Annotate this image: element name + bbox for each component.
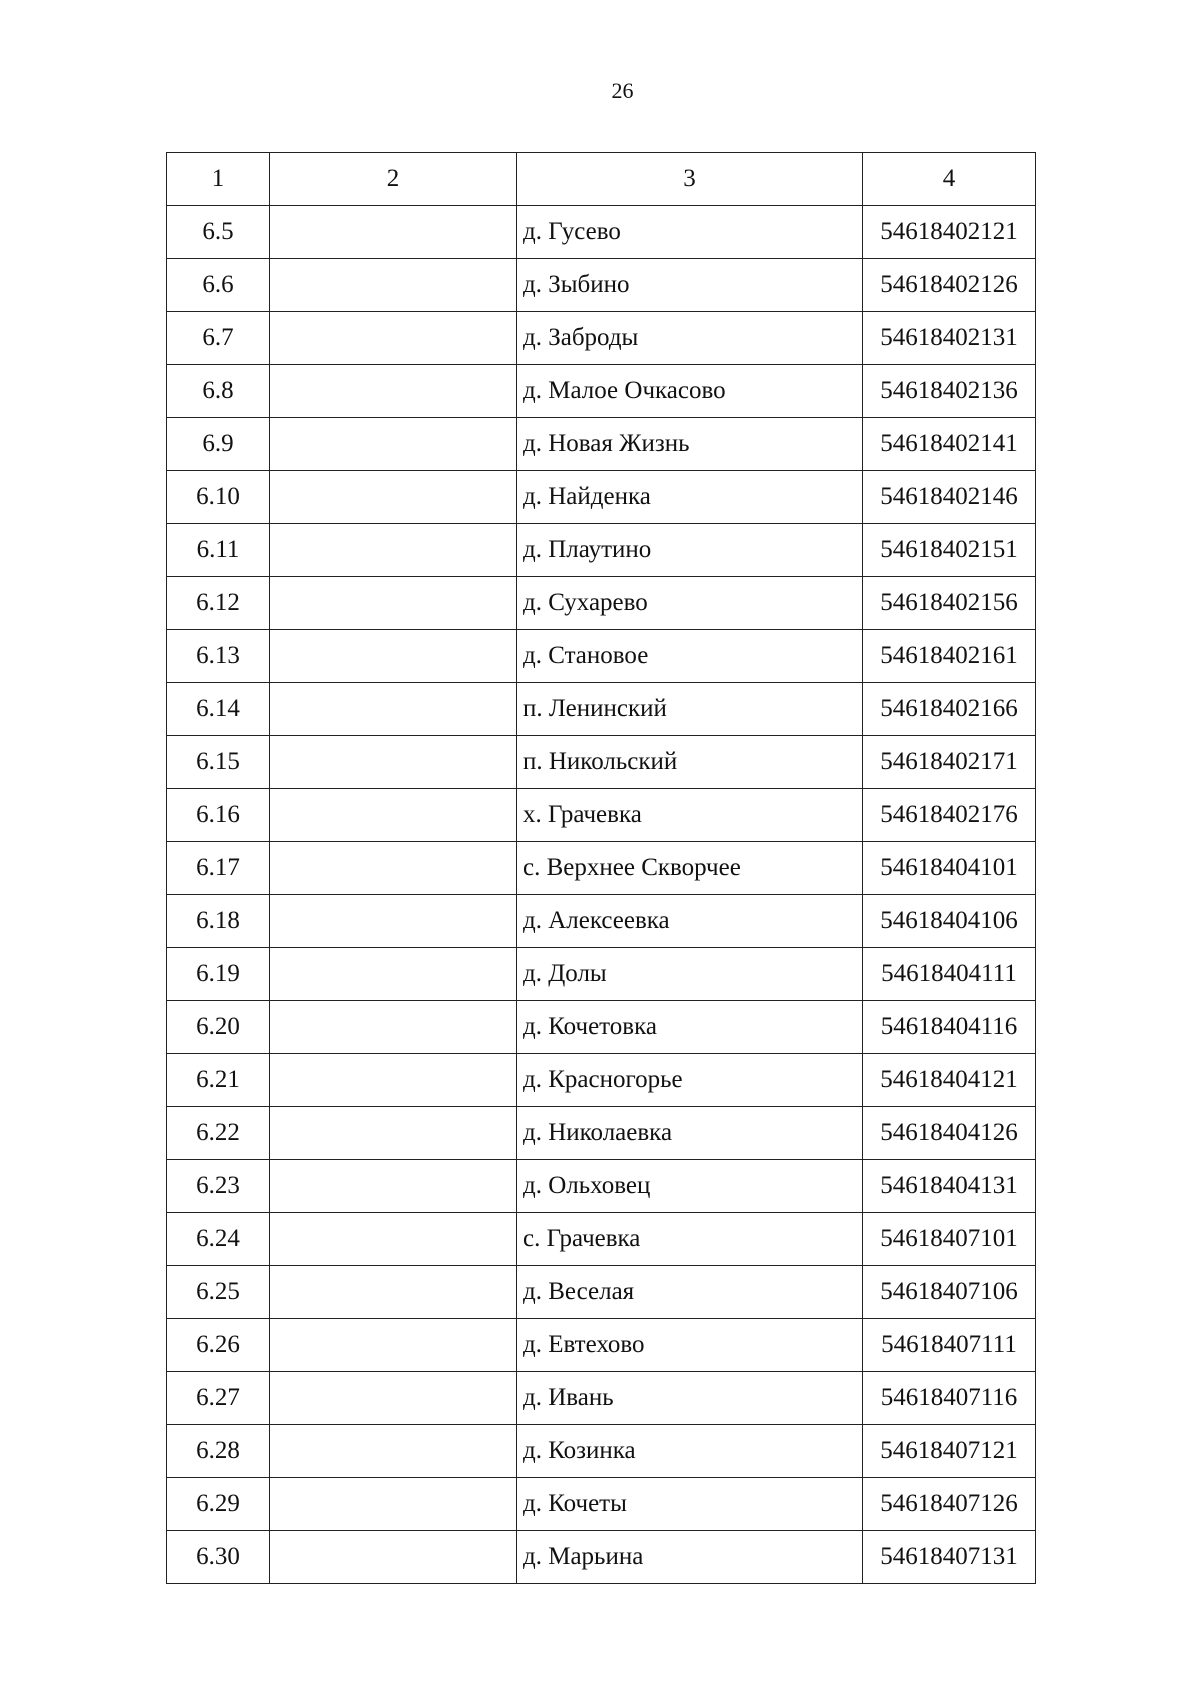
row-number: 6.16 (167, 789, 270, 842)
okato-code: 54618402136 (863, 365, 1036, 418)
row-col2 (270, 1425, 517, 1478)
settlement-name: д. Козинка (517, 1425, 863, 1478)
settlement-name: п. Ленинский (517, 683, 863, 736)
table-row (167, 524, 1036, 577)
row-number: 6.14 (167, 683, 270, 736)
row-col2 (270, 365, 517, 418)
row-col2 (270, 1319, 517, 1372)
row-number: 6.11 (167, 524, 270, 577)
settlement-name: д. Становое (517, 630, 863, 683)
row-col2 (270, 577, 517, 630)
table-row (167, 1213, 1036, 1266)
row-col2 (270, 524, 517, 577)
row-number: 6.13 (167, 630, 270, 683)
row-col2 (270, 1266, 517, 1319)
settlement-name: д. Ивань (517, 1372, 863, 1425)
row-number: 6.5 (167, 206, 270, 259)
okato-code: 54618402131 (863, 312, 1036, 365)
row-number: 6.10 (167, 471, 270, 524)
okato-code: 54618404106 (863, 895, 1036, 948)
table-row (167, 1372, 1036, 1425)
row-col2 (270, 312, 517, 365)
settlements-table (166, 152, 1036, 1584)
table-row (167, 259, 1036, 312)
row-number: 6.28 (167, 1425, 270, 1478)
row-number: 6.25 (167, 1266, 270, 1319)
table-row (167, 1478, 1036, 1531)
okato-code: 54618402141 (863, 418, 1036, 471)
okato-code: 54618407101 (863, 1213, 1036, 1266)
row-number: 6.22 (167, 1107, 270, 1160)
row-col2 (270, 789, 517, 842)
settlement-name: х. Грачевка (517, 789, 863, 842)
settlement-name: д. Сухарево (517, 577, 863, 630)
table-header-row (167, 153, 1036, 206)
okato-code: 54618402176 (863, 789, 1036, 842)
settlement-name: д. Зыбино (517, 259, 863, 312)
okato-code: 54618402121 (863, 206, 1036, 259)
settlement-name: с. Грачевка (517, 1213, 863, 1266)
okato-code: 54618407126 (863, 1478, 1036, 1531)
okato-code: 54618404101 (863, 842, 1036, 895)
row-col2 (270, 842, 517, 895)
settlement-name: д. Веселая (517, 1266, 863, 1319)
okato-code: 54618402171 (863, 736, 1036, 789)
settlement-name: д. Новая Жизнь (517, 418, 863, 471)
settlement-name: д. Кочетовка (517, 1001, 863, 1054)
settlement-name: д. Заброды (517, 312, 863, 365)
table-row (167, 842, 1036, 895)
header-cell-1: 1 (167, 153, 270, 206)
table-row (167, 1319, 1036, 1372)
row-col2 (270, 206, 517, 259)
table-row (167, 418, 1036, 471)
row-col2 (270, 418, 517, 471)
settlement-name: д. Долы (517, 948, 863, 1001)
row-number: 6.27 (167, 1372, 270, 1425)
row-number: 6.15 (167, 736, 270, 789)
table-row (167, 895, 1036, 948)
table-row (167, 630, 1036, 683)
row-number: 6.26 (167, 1319, 270, 1372)
row-col2 (270, 1531, 517, 1584)
okato-code: 54618407106 (863, 1266, 1036, 1319)
okato-code: 54618402126 (863, 259, 1036, 312)
header-cell-2: 2 (270, 153, 517, 206)
table-row (167, 577, 1036, 630)
row-number: 6.9 (167, 418, 270, 471)
okato-code: 54618402166 (863, 683, 1036, 736)
row-number: 6.6 (167, 259, 270, 312)
okato-code: 54618407111 (863, 1319, 1036, 1372)
row-number: 6.23 (167, 1160, 270, 1213)
settlement-name: д. Алексеевка (517, 895, 863, 948)
page-number: 26 (611, 78, 634, 103)
okato-code: 54618407121 (863, 1425, 1036, 1478)
settlement-name: д. Ольховец (517, 1160, 863, 1213)
okato-code: 54618404121 (863, 1054, 1036, 1107)
row-number: 6.8 (167, 365, 270, 418)
settlement-name: д. Найденка (517, 471, 863, 524)
row-col2 (270, 948, 517, 1001)
row-number: 6.21 (167, 1054, 270, 1107)
table-row (167, 471, 1036, 524)
okato-code: 54618402146 (863, 471, 1036, 524)
okato-code: 54618402156 (863, 577, 1036, 630)
row-col2 (270, 1001, 517, 1054)
table-row (167, 1054, 1036, 1107)
settlement-name: д. Евтехово (517, 1319, 863, 1372)
row-col2 (270, 1478, 517, 1531)
settlement-name: д. Марьина (517, 1531, 863, 1584)
table-row (167, 1266, 1036, 1319)
row-col2 (270, 1160, 517, 1213)
row-number: 6.18 (167, 895, 270, 948)
row-number: 6.12 (167, 577, 270, 630)
header-cell-3: 3 (517, 153, 863, 206)
row-col2 (270, 895, 517, 948)
table-row (167, 206, 1036, 259)
row-col2 (270, 736, 517, 789)
settlement-name: д. Малое Очкасово (517, 365, 863, 418)
table-row (167, 683, 1036, 736)
settlement-name: д. Плаутино (517, 524, 863, 577)
okato-code: 54618404116 (863, 1001, 1036, 1054)
table-row (167, 1160, 1036, 1213)
row-number: 6.29 (167, 1478, 270, 1531)
row-col2 (270, 630, 517, 683)
table-row (167, 948, 1036, 1001)
settlement-name: д. Гусево (517, 206, 863, 259)
row-col2 (270, 1372, 517, 1425)
table-row (167, 1107, 1036, 1160)
row-number: 6.30 (167, 1531, 270, 1584)
settlement-name: д. Николаевка (517, 1107, 863, 1160)
row-number: 6.19 (167, 948, 270, 1001)
okato-code: 54618404131 (863, 1160, 1036, 1213)
table-row (167, 312, 1036, 365)
row-col2 (270, 1054, 517, 1107)
row-number: 6.20 (167, 1001, 270, 1054)
table-row (167, 736, 1036, 789)
row-number: 6.17 (167, 842, 270, 895)
table-row (167, 365, 1036, 418)
settlement-name: д. Красногорье (517, 1054, 863, 1107)
row-col2 (270, 683, 517, 736)
row-col2 (270, 1213, 517, 1266)
okato-code: 54618404111 (863, 948, 1036, 1001)
settlement-name: д. Кочеты (517, 1478, 863, 1531)
settlement-name: с. Верхнее Скворчее (517, 842, 863, 895)
table-row (167, 1001, 1036, 1054)
okato-code: 54618402151 (863, 524, 1036, 577)
okato-code: 54618407116 (863, 1372, 1036, 1425)
table-row (167, 789, 1036, 842)
okato-code: 54618404126 (863, 1107, 1036, 1160)
okato-code: 54618402161 (863, 630, 1036, 683)
table-row (167, 1425, 1036, 1478)
row-col2 (270, 259, 517, 312)
okato-code: 54618407131 (863, 1531, 1036, 1584)
row-col2 (270, 471, 517, 524)
header-cell-4: 4 (863, 153, 1036, 206)
settlement-name: п. Никольский (517, 736, 863, 789)
table-row (167, 1531, 1036, 1584)
row-number: 6.7 (167, 312, 270, 365)
row-col2 (270, 1107, 517, 1160)
row-number: 6.24 (167, 1213, 270, 1266)
